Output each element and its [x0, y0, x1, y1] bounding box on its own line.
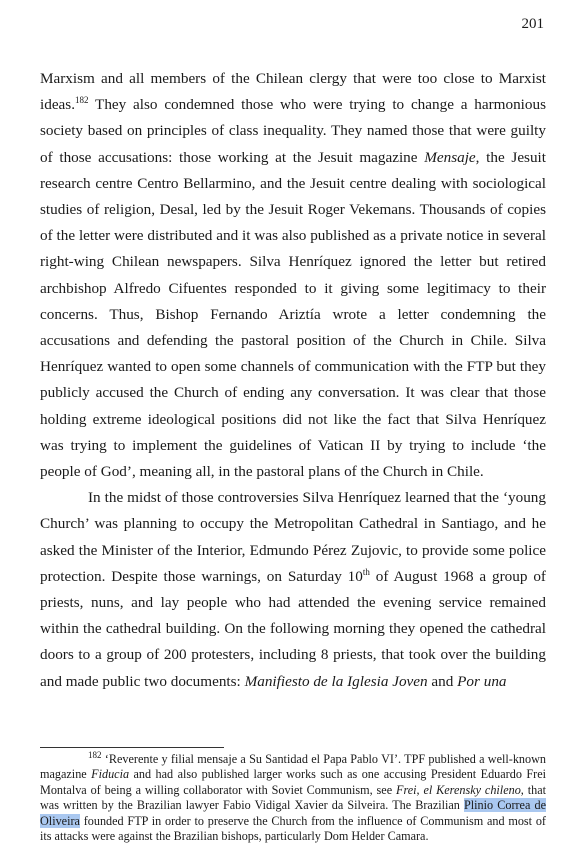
paragraph-2: [40, 485, 546, 695]
highlighted-selection[interactable]: Plinio Correa de Oliveira: [40, 798, 546, 828]
page-number: 201: [521, 16, 544, 32]
paragraph-1: [40, 66, 546, 485]
magazine-title-mensaje: Mensaje: [424, 148, 476, 166]
footnote-divider: [40, 747, 224, 748]
footnote-text: founded FTP in order to preserve the Church from the influence of Communism and most of its attacks were against the Brazilian bishops, particularly Dom Helder Camara.: [40, 813, 546, 844]
footnote-reference-182[interactable]: 182: [75, 95, 89, 106]
magazine-title-fiducia: Fiducia: [91, 767, 130, 782]
book-title-frei: Frei, el Kerensky chileno: [396, 782, 521, 797]
footnote-text: , that was written by the Brazilian lawyer Fabio Vidigal Xavier da Silveira. The Brazilian: [40, 782, 547, 813]
paragraph-1-text: , the Jesuit research centre Centro Bellarmino, and the Jesuit centre dealing with sociological studies of religion, Desal, led by the Jesuit Roger Vekemans. Thousands of copies of the letter were distributed and it was also published as a private notice in several right-wing Chilean newspapers. Silva Henríquez ignored the letter but retired archbishop Alfredo Cifuentes responded to it giving some legitimacy to their concerns. Thus, Bishop Fernando Ariztía wrote a letter condemning the accusations and defending the pastoral position of the Church in Chile. Silva Henríquez wanted to open some channels of communication with the FTP but they publicly accused the Church of ending any conversation. It was clear that those holding extreme ideological positions did not like the fact that Silva Henríquez was trying to implement the guidelines of Vatican II by trying to include ‘the people of God’, meaning all, in the pastoral plans of the Church in Chile.: [40, 148, 546, 481]
paragraph-2-text: of August 1968 a group of priests, nuns, and lay people who had attended the evening service remained within the cathedral building. On the following morning they opened the cathedral doors to a group of 200 protesters, including 8 priests, that took over the building and made public two documents:: [40, 567, 546, 690]
main-text: [40, 66, 546, 695]
footnote-text: ‘Reverente y filial mensaje a Su Santidad el Papa Pablo VI’. TPF published a well-known magazine: [40, 752, 546, 782]
paragraph-1-text: They also condemned those who were trying to change a harmonious society based on principles of class inequality. They named those that were guilty of those accusations: those working at the Jesuit magazine: [40, 96, 546, 166]
footnote-182: [40, 749, 547, 844]
document-title-manifiesto: Manifiesto de la Iglesia Joven: [244, 672, 428, 690]
footnote-number: 182: [88, 749, 102, 760]
paragraph-2-text: In the midst of those controversies Silva Henríquez learned that the ‘young Church’ was planning to occupy the Metropolitan Cathedral in Santiago, and he asked the Minister of the Interior, Edmundo Pérez Zujovic, to provide some police protection. Despite those warnings, on Saturday 10: [40, 489, 546, 585]
paragraph-2-text: and: [427, 672, 458, 690]
paragraph-1-text: Marxism and all members of the Chilean clergy that were too close to Marxist ideas.: [40, 70, 546, 114]
ordinal-suffix: th: [362, 566, 370, 577]
footnote-text: and had also published larger works such as one accusing President Eduardo Frei Montalva of being a willing collaborator with Soviet Communism, see: [40, 767, 546, 797]
document-title-por-una: Por una: [457, 672, 507, 690]
